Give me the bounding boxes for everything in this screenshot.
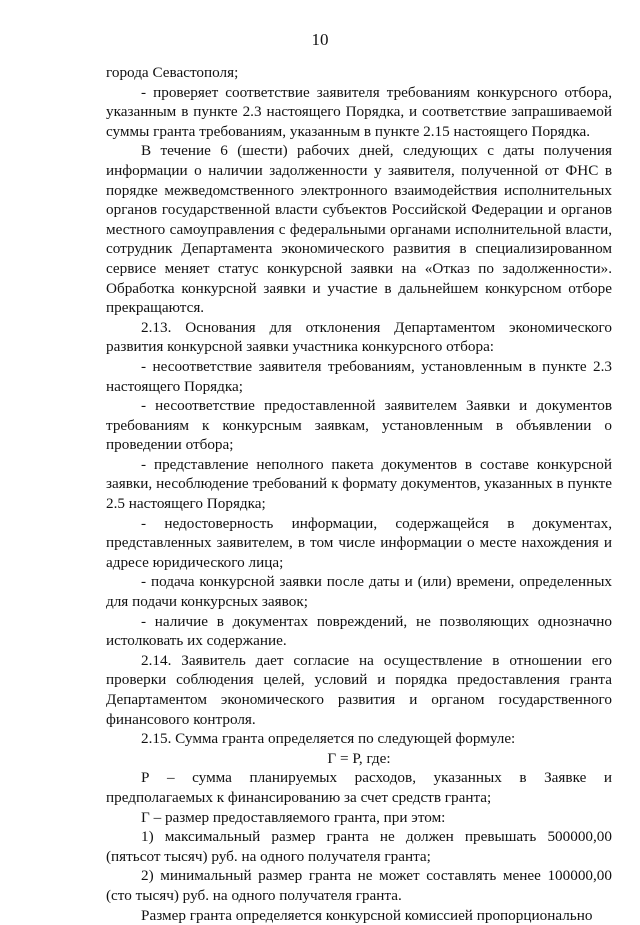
paragraph: - наличие в документах повреждений, не позволяющих однозначно истолковать их содержание. xyxy=(106,612,612,650)
document-body xyxy=(106,63,612,925)
paragraph: 2.13. Основания для отклонения Департаментом экономического развития конкурсной заявки участника конкурсного отбора: xyxy=(106,318,612,356)
paragraph: 2.14. Заявитель дает согласие на осуществление в отношении его проверки соблюдения целей, условий и порядка предоставления гранта Департаментом экономического развития и органом государственного финансового контроля. xyxy=(106,651,612,728)
paragraph: Размер гранта определяется конкурсной комиссией пропорционально xyxy=(141,906,593,924)
paragraph: Г – размер предоставляемого гранта, при этом: xyxy=(141,808,446,826)
paragraph: - подача конкурсной заявки после даты и (или) времени, определенных для подачи конкурсных заявок; xyxy=(106,573,612,611)
paragraph: города Севастополя; xyxy=(106,64,239,81)
paragraph: - представление неполного пакета документов в составе конкурсной заявки, несоблюдение требований к формату документов, указанных в пункте 2.5 настоящего Порядка; xyxy=(106,455,612,513)
paragraph: 2) минимальный размер гранта не может составлять менее 100000,00 (сто тысяч) руб. на одного получателя гранта. xyxy=(106,867,612,904)
paragraph: - несоответствие предоставленной заявителем Заявки и документов требованиям к конкурсным заявкам, установленным в объявлении о проведении отбора; xyxy=(106,397,612,454)
paragraph: Р – сумма планируемых расходов, указанных в Заявке и предполагаемых к финансированию за счет средств гранта; xyxy=(106,769,612,806)
paragraph: - недостоверность информации, содержащейся в документах, представленных заявителем, в том числе информации о месте нахождения и адресе юридического лица; xyxy=(106,514,612,571)
paragraph: В течение 6 (шести) рабочих дней, следующих с даты получения информации о наличии задолженности у заявителя, полученной от ФНС в порядке межведомственного электронного взаимодействия исполнительных органов государственной власти субъектов Российской Федерации и органов местного самоуправления с федеральными органами исполнительной власти, сотрудник Департамента экономического развития в специализированном сервисе меняет статус конкурсной заявки на «Отказ по задолженности». Обработка конкурсной заявки и участие в дальнейшем конкурсном отборе прекращаются. xyxy=(106,142,612,317)
formula: Г = Р, где: xyxy=(327,749,391,767)
paragraph: 2.15. Сумма гранта определяется по следующей формуле: xyxy=(141,730,516,748)
page-number: 10 xyxy=(311,30,329,49)
paragraph: - проверяет соответствие заявителя требованиям конкурсного отбора, указанным в пункте 2.3 настоящего Порядка, и соответствие запрашиваемой суммы гранта требованиям, указанным в пункте 2.15 настоящего Порядка. xyxy=(106,83,612,140)
paragraph: 1) максимальный размер гранта не должен превышать 500000,00 (пятьсот тысяч) руб. на одного получателя гранта; xyxy=(106,828,612,865)
paragraph: - несоответствие заявителя требованиям, установленным в пункте 2.3 настоящего Порядка; xyxy=(106,357,612,395)
